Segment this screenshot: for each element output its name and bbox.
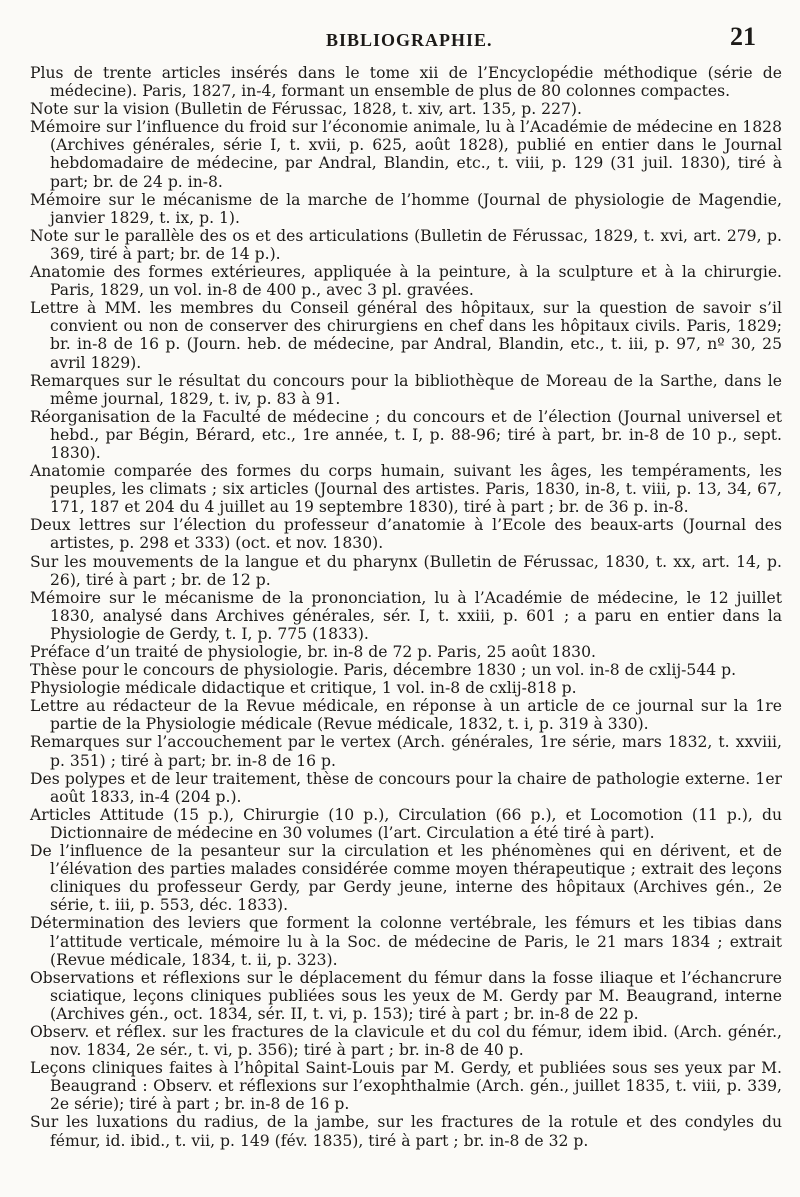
bibliography-entry: Observations et réflexions sur le déplacement du fémur dans la fosse iliaque et l’échancrure sciatique, leçons cliniques publiées sous les yeux de M. Gerdy par M. Beaugrand, interne (Archives gén., oct. 1834, sér. II, t. vi, p. 153); tiré à part ; br. in-8 de 22 p. [30,968,782,1023]
bibliography-list [30,64,782,1150]
bibliography-entry: Remarques sur l’accouchement par le vertex (Arch. générales, 1re série, mars 1832, t. xxviii, p. 351) ; tiré à part; br. in-8 de 16 p. [30,733,782,770]
bibliography-entry: Physiologie médicale didactique et critique, 1 vol. in-8 de cxlij-818 p. [30,679,577,698]
bibliography-entry: Observ. et réflex. sur les fractures de la clavicule et du col du fémur, idem ibid. (Arch. génér., nov. 1834, 2e sér., t. vi, p. 356); tiré à part ; br. in-8 de 40 p. [30,1022,782,1060]
bibliography-entry: Mémoire sur le mécanisme de la marche de l’homme (Journal de physiologie de Magendie, janvier 1829, t. ix, p. 1). [30,190,782,227]
bibliography-entry: Note sur le parallèle des os et des articulations (Bulletin de Férussac, 1829, t. xvi, art. 279, p. 369, tiré à part; br. de 14 p.). [30,226,782,263]
bibliography-entry: Préface d’un traité de physiologie, br. in-8 de 72 p. Paris, 25 août 1830. [30,643,596,661]
bibliography-entry: Articles Attitude (15 p.), Chirurgie (10 p.), Circulation (66 p.), et Locomotion (11 p.), du Dictionnaire de médecine en 30 volumes (l’art. Circulation a été tiré à part). [30,805,782,842]
bibliography-entry: Détermination des leviers que forment la colonne vertébrale, les fémurs et les tibias dans l’attitude verticale, mémoire lu à la Soc. de médecine de Paris, le 21 mars 1834 ; extrait (Revue médicale, 1834, t. ii, p. 323). [30,914,782,969]
bibliography-entry: Des polypes et de leur traitement, thèse de concours pour la chaire de pathologie externe. 1er août 1833, in-4 (204 p.). [30,769,782,806]
bibliography-entry: Mémoire sur le mécanisme de la prononciation, lu à l’Académie de médecine, le 12 juillet 1830, analysé dans Archives générales, sér. I, t. xxiii, p. 601 ; a paru en entier dans la Physiologie de Gerdy, t. I, p. 775 (1833). [30,588,782,643]
page-number: 21 [730,22,756,51]
bibliography-entry: Remarques sur le résultat du concours pour la bibliothèque de Moreau de la Sarthe, dans le même journal, 1829, t. iv, p. 83 à 91. [30,371,782,408]
bibliography-entry: Anatomie des formes extérieures, appliquée à la peinture, à la sculpture et à la chirurgie. Paris, 1829, un vol. in-8 de 400 p., avec 3 pl. gravées. [30,263,782,300]
bibliography-entry: Sur les mouvements de la langue et du pharynx (Bulletin de Férussac, 1830, t. xx, art. 14, p. 26), tiré à part ; br. de 12 p. [30,552,782,589]
bibliography-entry: Note sur la vision (Bulletin de Férussac, 1828, t. xiv, art. 135, p. 227). [30,100,582,119]
bibliography-entry: Deux lettres sur l’élection du professeur d’anatomie à l’Ecole des beaux-arts (Journal des artistes, p. 298 et 333) (oct. et nov. 1830). [30,516,782,553]
bibliography-entry: Anatomie comparée des formes du corps humain, suivant les âges, les tempéraments, les peuples, les climats ; six articles (Journal des artistes. Paris, 1830, in-8, t. viii, p. 13, 34, 67, 171, 187 et 204 du 4 juillet au 19 septembre 1830), tiré à part ; br. de 36 p. in-8. [30,462,782,517]
page-header [0,22,800,60]
bibliography-entry: Leçons cliniques faites à l’hôpital Saint-Louis par M. Gerdy, et publiées sous ses yeux par M. Beaugrand : Observ. et réflexions sur l’exophthalmie (Arch. gén., juillet 1835, t. viii, p. 339, 2e série); tiré à part ; br. in-8 de 16 p. [30,1059,782,1114]
bibliography-entry: De l’influence de la pesanteur sur la circulation et les phénomènes qui en dérivent, et de l’élévation des parties malades considérée comme moyen thérapeutique ; extrait des leçons cliniques du professeur Gerdy, par Gerdy jeune, interne des hôpitaux (Archives gén., 2e série, t. iii, p. 553, déc. 1833). [30,842,782,915]
bibliography-entry: Thèse pour le concours de physiologie. Paris, décembre 1830 ; un vol. in-8 de cxlij-544 p. [30,661,737,680]
bibliography-entry: Réorganisation de la Faculté de médecine ; du concours et de l’élection (Journal universel et hebd., par Bégin, Bérard, etc., 1re année, t. I, p. 88-96; tiré à part, br. in-8 de 10 p., sept. 1830). [30,407,782,462]
bibliography-entry: Sur les luxations du radius, de la jambe, sur les fractures de la rotule et des condyles du fémur, id. ibid., t. vii, p. 149 (fév. 1835), tiré à part ; br. in-8 de 32 p. [30,1113,782,1150]
bibliography-entry: Lettre au rédacteur de la Revue médicale, en réponse à un article de ce journal sur la 1re partie de la Physiologie médicale (Revue médicale, 1832, t. i, p. 319 à 330). [30,697,782,734]
bibliography-entry: Mémoire sur l’influence du froid sur l’économie animale, lu à l’Académie de médecine en 1828 (Archives générales, série I, t. xvii, p. 625, août 1828), publié en entier dans le Journal hebdomadaire de médecine, par Andral, Blandin, etc., t. viii, p. 129 (31 juil. 1830), tiré à part; br. de 24 p. in-8. [30,118,782,191]
running-title: BIBLIOGRAPHIE. [326,30,493,50]
bibliography-entry: Plus de trente articles insérés dans le tome xii de l’Encyclopédie méthodique (série de médecine). Paris, 1827, in-4, formant un ensemble de plus de 80 colonnes compactes. [30,64,782,101]
bibliography-entry: Lettre à MM. les membres du Conseil général des hôpitaux, sur la question de savoir s’il convient ou non de conserver des chirurgiens en chef dans les hôpitaux civils. Paris, 1829; br. in-8 de 16 p. (Journ. heb. de médecine, par Andral, Blandin, etc., t. iii, p. 97, nº 30, 25 avril 1829). [30,299,782,372]
